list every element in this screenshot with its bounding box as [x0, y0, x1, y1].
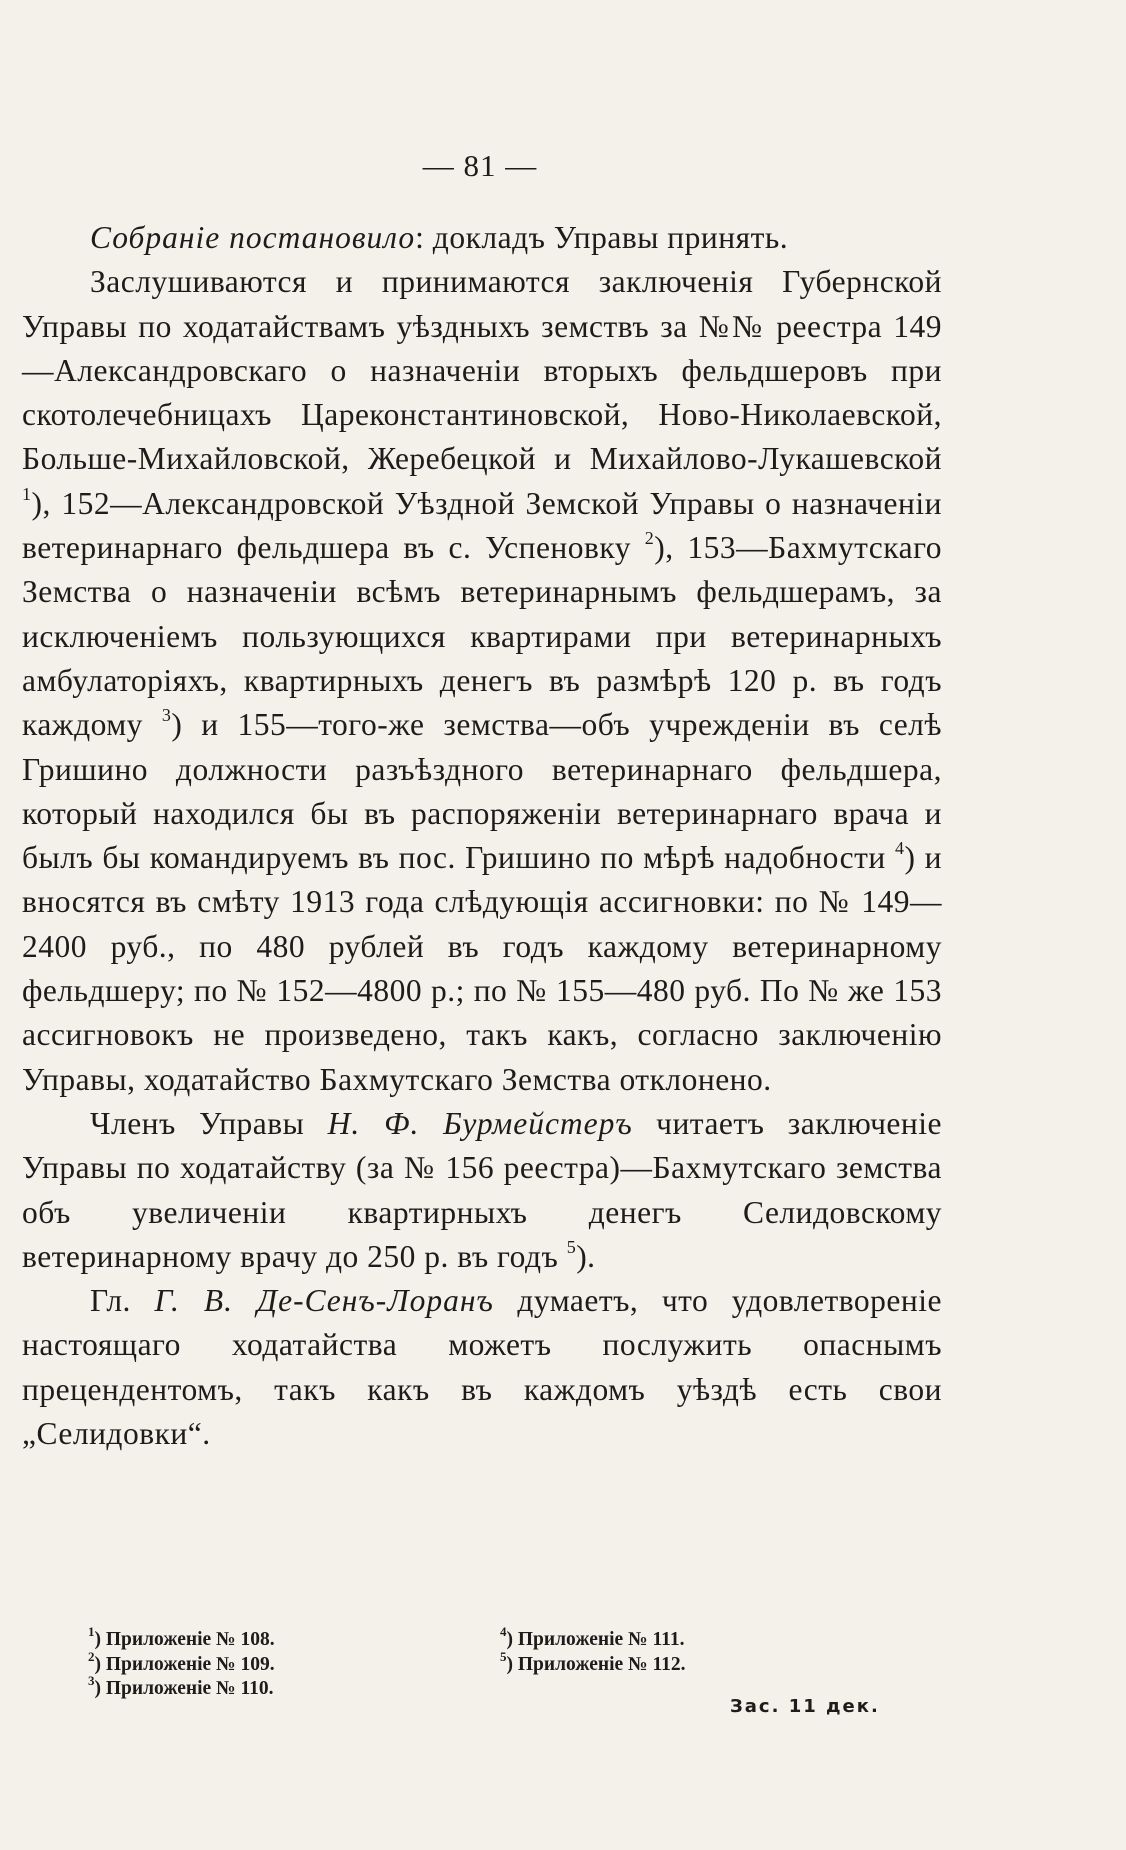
footnote-number: 3: [88, 1673, 95, 1688]
footnote-ref: 1: [22, 483, 32, 504]
footnote-ref: 4: [894, 838, 905, 859]
footnote-ref: 3: [161, 705, 172, 726]
footnote-ref: 2: [644, 528, 655, 549]
paragraph-text: ).: [576, 1238, 596, 1274]
paragraph-resolution: [22, 216, 942, 260]
footnote-text: ) Приложенiе № 112.: [506, 1653, 686, 1675]
paragraph-text: : докладъ Управы принять.: [415, 220, 789, 255]
footnote-text: ) Приложенiе № 108.: [94, 1629, 275, 1650]
session-note: Зас. 11 дек.: [730, 1696, 880, 1717]
person-name: Г. В. Де-Сенъ-Лоранъ: [154, 1283, 494, 1319]
paragraph-text: Членъ Управы: [90, 1105, 328, 1141]
paragraph-text: думаетъ, что удовлетворенiе настоящаго ходатайства можетъ послужить опаснымъ прецендентомъ, такъ какъ въ каждомъ уѣздѣ есть свои „Селидовки“.: [22, 1283, 942, 1452]
paragraph-text: ) и 155—того-же земства—объ учрежденiи въ селѣ Гришино должности разъѣздного ветеринарнаго фельдшера, который находился бы въ распоряженiи ветеринарнаго врача и былъ бы командируемъ въ пос. Гришино по мѣрѣ надобности: [22, 707, 942, 876]
paragraph-de-saint-laurent: [22, 1279, 942, 1456]
footnotes-left-column: [88, 1624, 275, 1702]
person-name: Н. Ф. Бурмейстеръ: [327, 1105, 633, 1141]
paragraph-text: Гл.: [90, 1283, 155, 1319]
page-number: — 81 —: [422, 148, 538, 183]
footnote-text: ) Приложенiе № 109.: [94, 1653, 275, 1675]
footnote-text: ) Приложенiе № 110.: [94, 1678, 274, 1699]
footnote-number: 1: [88, 1624, 95, 1639]
body-text: [22, 216, 942, 1456]
footnote-number: 2: [88, 1648, 95, 1664]
footnote-number: 5: [500, 1648, 507, 1664]
footnotes-right-column: [500, 1624, 686, 1677]
paragraph-petitions: [22, 260, 942, 1102]
footnote: [88, 1624, 275, 1653]
paragraph-burmeister: [22, 1102, 942, 1279]
footnote: [88, 1648, 275, 1678]
footnote-number: 4: [500, 1624, 507, 1639]
footnote-text: ) Приложенiе № 111.: [506, 1629, 685, 1650]
footnote-ref: 5: [566, 1236, 577, 1257]
paragraph-text: ), 152—Александровской Уѣздной Земской Управы о назначенiи ветеринарнаго фельдшера въ с. Успеновку: [22, 485, 942, 566]
footnote: [88, 1673, 275, 1702]
paragraph-text: ), 153—Бахмутскаго Земства о назначенiи всѣмъ ветеринарнымъ фельдшерамъ, за исключенiемъ пользующихся квартирами при ветеринарныхъ амбулаторiяхъ, квартирныхъ денегъ въ размѣрѣ 120 р. въ годъ каждому: [22, 530, 942, 743]
paragraph-text: читаетъ заключенiе Управы по ходатайству (за № 156 реестра)—Бахмутскаго земства объ увеличенiи квартирныхъ денегъ Селидовскому ветеринарному врачу до 250 р. въ годъ: [22, 1105, 943, 1274]
paragraph-text: ) и вносятся въ смѣту 1913 года слѣдующiя ассигновки: по № 149—2400 руб., по 480 рублей въ годъ каждому ветеринарному фельдшеру; по № 152—4800 р.; по № 155—480 руб. По № же 153 ассигновокъ не произведено, такъ какъ, согласно заключенiю Управы, ходатайство Бахмутскаго Земства отклонено.: [22, 840, 942, 1097]
footnote: [500, 1648, 686, 1678]
italic-phrase: Собранiе постановило: [90, 220, 416, 255]
footnote: [500, 1624, 686, 1653]
paragraph-text: Заслушиваются и принимаются заключенiя Губернской Управы по ходатайствамъ уѣздныхъ земствъ за №№ реестра 149—Александровскаго о назначенiи вторыхъ фельдшеровъ при скотолечебницахъ Цареконстантиновской, Ново-Николаевской, Больше-Михайловской, Жеребецкой и Михайлово-Лукашевской: [22, 264, 942, 477]
